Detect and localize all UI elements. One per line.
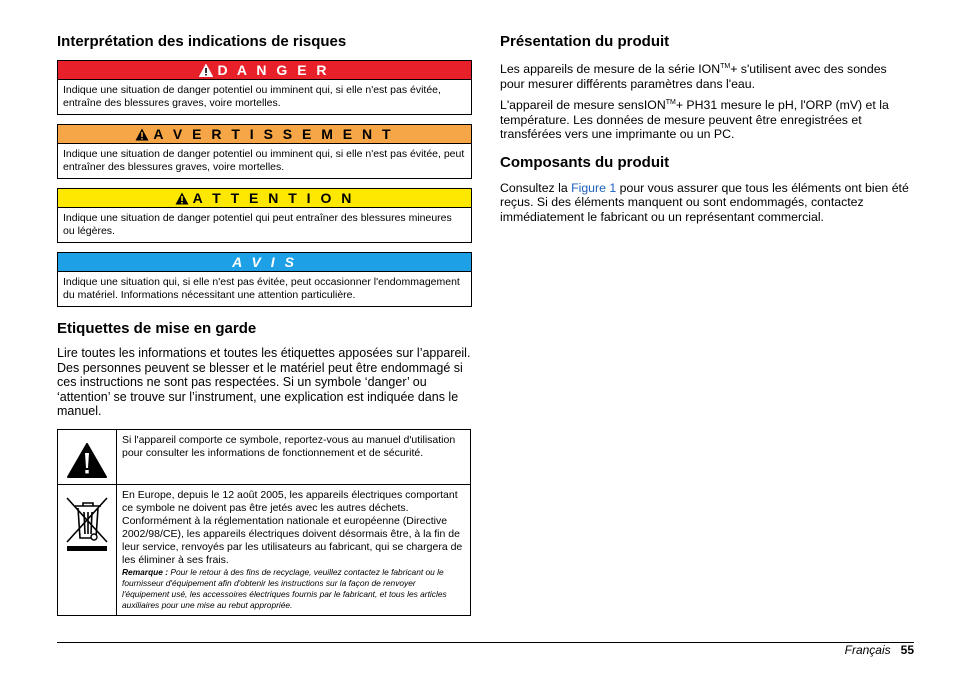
- caution-text: Indique une situation de danger potentiel qui peut entraîner des blessures mineures ou légères.: [63, 212, 452, 237]
- warning-triangle-icon: [135, 127, 149, 145]
- danger-header: [58, 61, 471, 80]
- danger-text: Indique une situation de danger potentiel ou imminent qui, si elle n'est pas évitée, entraîne des blessures graves, voire mortelles.: [63, 84, 441, 109]
- notice-text: Indique une situation qui, si elle n'est pas évitée, peut occasionner l'endommagement du matériel. Informations nécessitant une attention particulière.: [63, 276, 460, 301]
- product-paragraph-2: [500, 96, 910, 142]
- note-text: Pour le retour à des fins de recyclage, veuillez contactez le fabricant ou le fournisseur d'équipement afin d'obtenir les instructions sur la façon de renvoyer l'équipement usé, les accessoires électriques fournis par le fabricant, et tous les articles auxiliaires pour une mise au rebut appropriée.: [122, 567, 447, 610]
- warning-label: A V E R T I S S E M E N T: [153, 126, 394, 142]
- heading-risk-indications: Interprétation des indications de risques: [57, 33, 347, 50]
- warning-triangle-icon: [175, 191, 189, 209]
- weee-text: En Europe, depuis le 12 août 2005, les appareils électriques comportant ce symbole ne doivent pas être jetés avec les autres déchets. Conformément à la réglementation nationale et européenne (Directive 2002/98/CE), les appareils électriques doivent désormais être, à la fin de leur service, renvoyés par les utilisateurs au fabricant, qui se chargera de les éliminer à ses frais.: [122, 489, 463, 566]
- notice-label: A V I S: [232, 254, 297, 270]
- c-text-a: Consultez la: [500, 180, 572, 195]
- note: [122, 567, 465, 611]
- p1-text-b: + s'utilisent avec des sondes pour mesurer différents paramètres dans l'eau.: [500, 62, 887, 91]
- warning-box: [57, 124, 472, 179]
- warning-header: [58, 125, 471, 144]
- notice-header: [58, 253, 471, 272]
- c-text-b: pour vous assurer que tous les éléments ont bien été reçus. Si des éléments manquent ou sont endommagés, contactez immédiatement le fabricant ou un représentant commercial.: [500, 180, 909, 224]
- note-label: Remarque :: [122, 567, 169, 577]
- crossed-out-bin-icon: [64, 494, 115, 557]
- caution-header: [58, 189, 471, 208]
- footer: [845, 643, 914, 657]
- heading-product-components: Composants du produit: [500, 153, 670, 171]
- caution-label: A T T E N T I O N: [192, 190, 355, 206]
- table-row: [58, 485, 471, 616]
- danger-box: [57, 60, 472, 115]
- footer-language: Français: [844, 643, 891, 657]
- symbol-cell: [58, 430, 117, 485]
- caution-box: [57, 188, 472, 243]
- symbol-cell: [58, 485, 117, 616]
- table-row: [58, 430, 471, 485]
- components-paragraph: [500, 181, 910, 225]
- warning-triangle-icon: [67, 443, 115, 483]
- footer-divider: [57, 642, 914, 643]
- symbols-table: [57, 429, 471, 616]
- p2-text-b: + PH31 mesure le pH, l'ORP (mV) et la température. Les données de mesure peuvent être enregistrées et transférées vers une imprimante ou un PC.: [500, 98, 889, 142]
- heading-product-overview: Présentation du produit: [500, 33, 670, 50]
- symbol-description-weee: [117, 485, 471, 616]
- heading-warning-labels: Etiquettes de mise en garde: [57, 320, 257, 337]
- left-column: [57, 31, 472, 419]
- p1-text-a: Les appareils de mesure de la série ION: [500, 62, 721, 77]
- symbol-description: Si l'appareil comporte ce symbole, reportez-vous au manuel d'utilisation pour consulter les informations de fonctionnement et de sécurité.: [117, 430, 471, 485]
- tm-mark: TM: [665, 99, 676, 107]
- product-paragraph-1: [500, 60, 910, 91]
- p2-text-a: L'appareil de mesure sensION: [500, 98, 666, 113]
- warning-labels-paragraph: Lire toutes les informations et toutes les étiquettes apposées sur l’appareil. Des personnes peuvent se blesser et le matériel peut être endommagé si ces instructions ne sont pas respectées. Si un symbole ‘danger’ ou ‘attention’ se trouve sur l’instrument, une explication est indiquée dans le manuel.: [57, 346, 471, 418]
- tm-mark: TM: [720, 63, 731, 70]
- warning-text: Indique une situation de danger potentiel ou imminent qui, si elle n'est pas évitée, peut entraîner des blessures graves, voire mortelles.: [63, 148, 465, 173]
- page-number: 55: [900, 643, 914, 657]
- warning-triangle-icon: [199, 63, 213, 81]
- figure-1-link[interactable]: Figure 1: [571, 180, 617, 195]
- notice-box: [57, 252, 472, 307]
- right-column: [500, 31, 910, 224]
- danger-label: D A N G E R: [217, 62, 330, 78]
